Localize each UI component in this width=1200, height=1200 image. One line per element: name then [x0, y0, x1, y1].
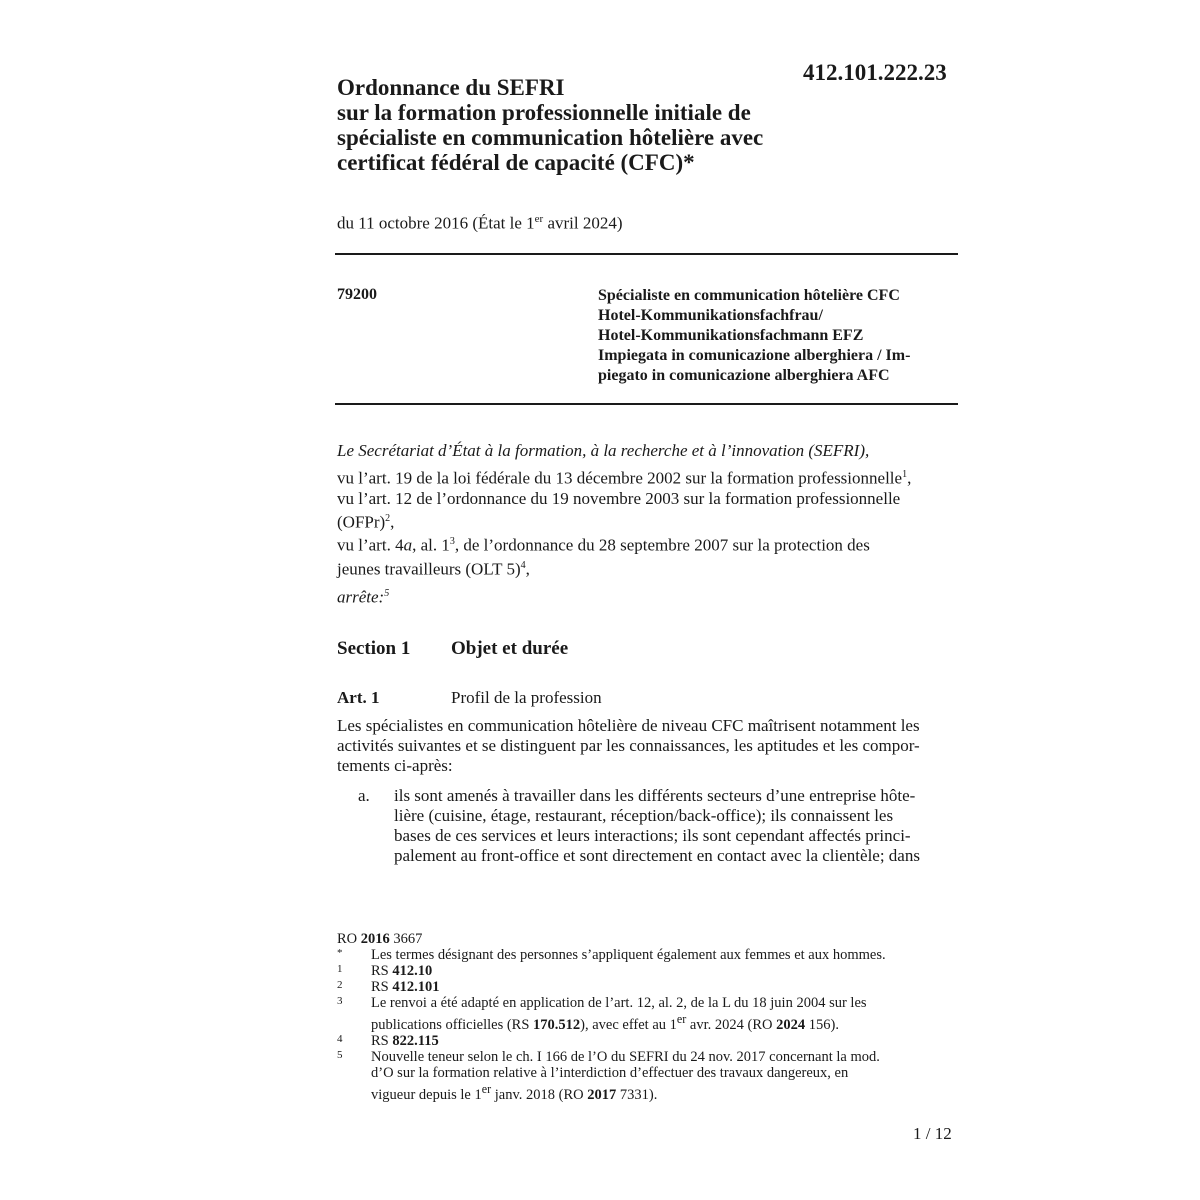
text: ,: [390, 512, 395, 532]
date-prefix: du 11 octobre 2016 (État le 1: [337, 213, 535, 233]
title-line: sur la formation professionnelle initiale de: [337, 100, 751, 125]
divider-bottom: [335, 403, 958, 405]
text: vu l’art. 4: [337, 535, 404, 555]
footnote-text: d’O sur la formation relative à l’interdiction d’effectuer des travaux dangereux, en: [371, 1064, 849, 1081]
document-date: [337, 213, 623, 234]
preamble-authority: Le Secrétariat d’État à la formation, à la recherche et à l’innovation (SEFRI),: [337, 441, 870, 460]
text-italic: a: [403, 535, 413, 555]
body-line: Les spécialistes en communication hôtelière de niveau CFC maîtrisent notamment les: [337, 716, 920, 735]
footnote-number: *: [337, 947, 343, 959]
footnote: [337, 1049, 962, 1103]
profession-code: 79200: [337, 286, 377, 303]
footnote: [337, 1033, 962, 1049]
body-line: tements ci-après:: [337, 756, 453, 775]
text: (OFPr): [337, 512, 386, 532]
item-line: ils sont amenés à travailler dans les différents secteurs d’une entreprise hôte-: [394, 786, 916, 805]
footnote-text: [371, 963, 962, 979]
text: , de l’ordonnance du 28 septembre 2007 sur la protection des: [454, 535, 870, 555]
article-heading: [337, 688, 602, 708]
footnote: [337, 979, 962, 995]
text-sup: er: [481, 1081, 492, 1096]
preamble-decree: [337, 584, 962, 608]
preamble: [337, 441, 962, 607]
item-line: bases de ces services et leurs interactions; ils sont cependant affectés princi-: [394, 826, 911, 845]
footnote-number: 1: [337, 963, 343, 975]
footnote-ref[interactable]: 5: [384, 587, 390, 599]
list-item-text: [394, 786, 962, 866]
preamble-line: [337, 556, 962, 580]
title-line: certificat fédéral de capacité (CFC)*: [337, 150, 695, 175]
footnote-number: 2: [337, 979, 343, 991]
text: RS: [371, 963, 393, 979]
profession-title-line: Impiegata in comunicazione alberghiera / Im-: [598, 347, 911, 364]
item-line: palement au front-office et sont directement en contact avec la clientèle; dans: [394, 846, 920, 865]
title-line: Ordonnance du SEFRI: [337, 75, 565, 100]
footnote-text: Les termes désignant des personnes s’appliquent également aux femmes et aux hommes.: [371, 947, 886, 963]
text: RS: [371, 979, 393, 995]
article-body: [337, 716, 962, 776]
text: janv. 2018 (RO: [491, 1086, 588, 1103]
text: 156).: [805, 1016, 839, 1033]
date-suffix: avril 2024): [543, 213, 623, 233]
profession-titles: [598, 286, 958, 386]
text: vu l’art. 19 de la loi fédérale du 13 décembre 2002 sur la formation professionnelle: [337, 468, 903, 488]
text: vigueur depuis le 1: [371, 1086, 482, 1103]
preamble-line: [337, 465, 962, 489]
item-line: lière (cuisine, étage, restaurant, réception/back-office); ils connaissent les: [394, 806, 894, 825]
text: ,: [525, 559, 530, 579]
text: , al. 1: [412, 535, 450, 555]
footnote-text: [371, 1081, 962, 1103]
footnote: [337, 963, 962, 979]
footnote: [337, 947, 962, 963]
profession-title-line: Spécialiste en communication hôtelière CFC: [598, 287, 900, 304]
footnote: [337, 995, 962, 1033]
footnote-number: 5: [337, 1048, 343, 1061]
text: 3667: [389, 931, 423, 947]
profession-title-line: Hotel-Kommunikationsfachmann EFZ: [598, 327, 864, 344]
profession-title-line: Hotel-Kommunikationsfachfrau/: [598, 307, 823, 324]
text: publications officielles (RS: [371, 1016, 534, 1033]
footnote-text: [371, 1011, 962, 1033]
text-bold: 2016: [360, 931, 390, 947]
section-label: Section 1: [337, 638, 411, 659]
page-number: 1 / 12: [913, 1124, 952, 1143]
text-sup: er: [676, 1012, 687, 1026]
document-title: [337, 75, 807, 175]
footnote-text: Nouvelle teneur selon le ch. I 166 de l’O du SEFRI du 24 nov. 2017 concernant la mod.: [371, 1048, 880, 1065]
profession-title-line: piegato in comunicazione alberghiera AFC: [598, 367, 890, 384]
footnote-text: [371, 1033, 962, 1049]
text: ), avec effet au 1: [580, 1016, 677, 1033]
list-item: [337, 786, 962, 866]
text: ,: [907, 468, 912, 488]
section-title: Objet et durée: [451, 638, 569, 659]
footnote-number: 4: [337, 1032, 343, 1045]
text: 7331).: [616, 1086, 658, 1103]
ro-reference: [337, 931, 962, 947]
section-heading: [337, 638, 568, 660]
preamble-line: [337, 509, 962, 533]
rs-number: 412.101.222.23: [803, 60, 947, 85]
text: avr. 2024 (RO: [686, 1016, 777, 1033]
article-label: Art. 1: [337, 688, 380, 707]
list-marker: a.: [358, 786, 370, 805]
text: RS: [371, 1032, 393, 1049]
footnote-ref[interactable]: 4: [520, 559, 526, 571]
body-line: activités suivantes et se distinguent par les connaissances, les aptitudes et les compor-: [337, 736, 920, 755]
text-bold: 2024: [776, 1016, 806, 1033]
date-sup: er: [534, 213, 544, 225]
footnote-text: [371, 979, 962, 995]
footnotes: [337, 931, 962, 1103]
footnote-number: 3: [337, 995, 343, 1007]
footnote-ref[interactable]: 3: [449, 536, 455, 548]
footnote-text: Le renvoi a été adapté en application de l’art. 12, al. 2, de la L du 18 juin 2004 sur les: [371, 995, 867, 1011]
footnote-ref[interactable]: 1: [902, 469, 908, 480]
article-title: Profil de la profession: [451, 688, 602, 707]
title-line: spécialiste en communication hôtelière avec: [337, 125, 764, 150]
preamble-line: [337, 532, 962, 556]
text-bold: 822.115: [392, 1032, 439, 1049]
text-bold: 412.101: [392, 979, 440, 995]
text: jeunes travailleurs (OLT 5): [337, 559, 521, 579]
footnote-ref[interactable]: 2: [385, 512, 391, 524]
decree-text: arrête:: [337, 587, 385, 607]
divider-top: [335, 253, 958, 255]
text-bold: 2017: [587, 1086, 617, 1103]
text-bold: 170.512: [533, 1016, 581, 1033]
preamble-line: vu l’art. 12 de l’ordonnance du 19 novembre 2003 sur la formation professionnelle: [337, 488, 901, 508]
text-bold: 412.10: [392, 963, 433, 979]
text: RO: [337, 931, 361, 947]
